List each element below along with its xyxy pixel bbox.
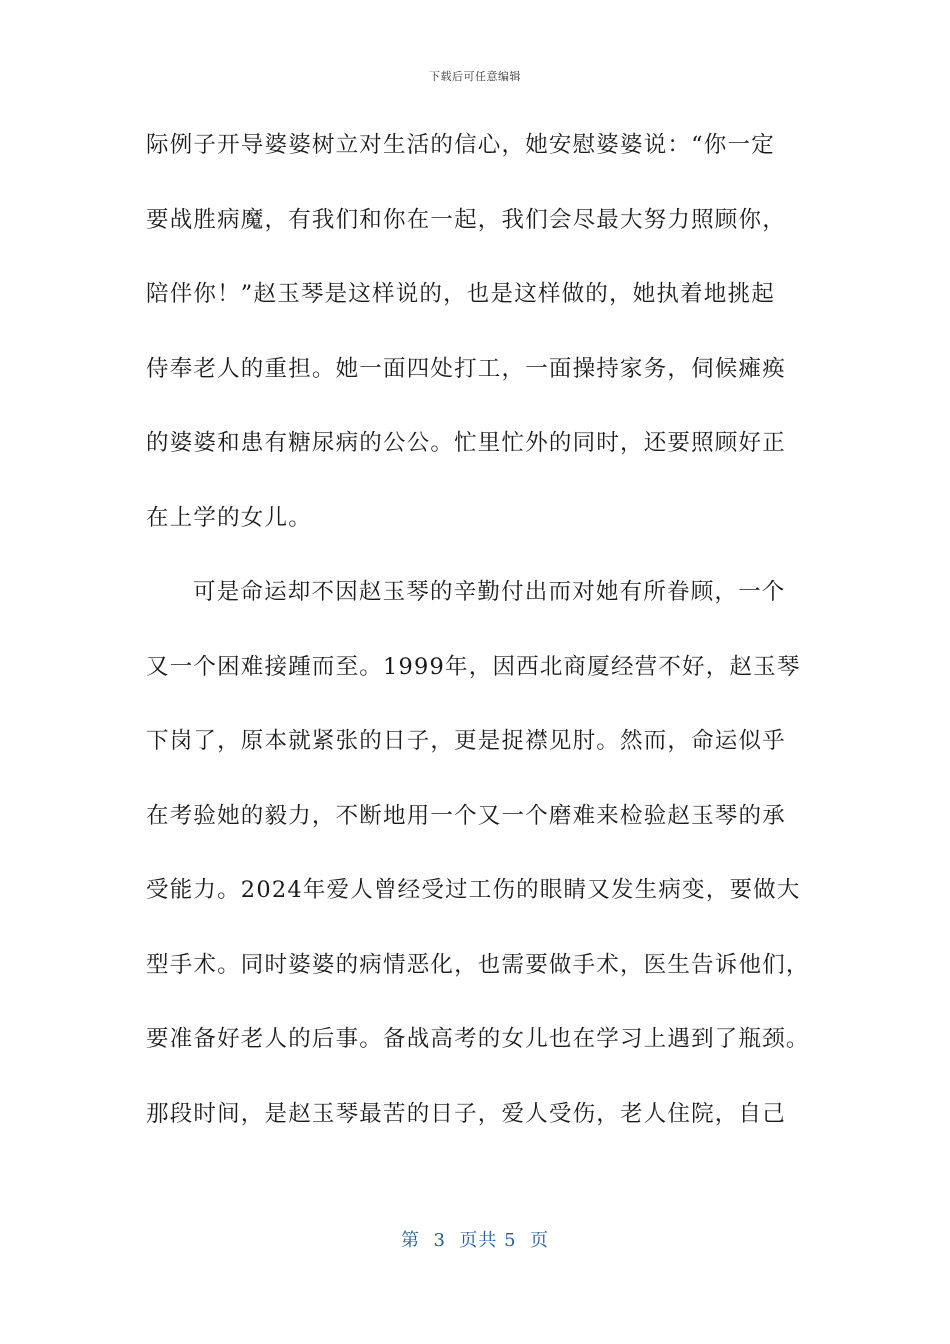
paragraph-start-line: 可是命运却不因赵玉琴的辛勤付出而对她有所眷顾，一个 bbox=[193, 579, 786, 605]
text-line-11: 受能力。2024年爱人曾经受过工伤的眼睛又发生病变，要做大 bbox=[146, 877, 801, 903]
text-line-4: 侍奉老人的重担。她一面四处打工，一面操持家务，伺候瘫痪 bbox=[146, 355, 786, 382]
text-line-6: 在上学的女儿。 bbox=[146, 504, 312, 531]
text-line-13: 要准备好老人的后事。备战高考的女儿也在学习上遇到了瓶颈。 bbox=[146, 1026, 810, 1052]
text-line-5: 的婆婆和患有糖尿病的公公。忙里忙外的同时，还要照顾好正 bbox=[146, 430, 786, 456]
text-line-3: 陪伴你！”赵玉琴是这样说的，也是这样做的，她执着地挑起 bbox=[146, 281, 775, 307]
text-line-14: 那段时间，是赵玉琴最苦的日子，爱人受伤，老人住院，自己 bbox=[146, 1100, 786, 1127]
document-body bbox=[146, 118, 816, 1161]
text-line-8: 又一个困难接踵而至。1999年，因西北商厦经营不好，赵玉琴 bbox=[146, 653, 801, 680]
text-line-1: 际例子开导婆婆树立对生活的信心，她安慰婆婆说：“你一定 bbox=[146, 132, 775, 158]
text-line-9: 下岗了，原本就紧张的日子，更是捉襟见肘。然而，命运似乎 bbox=[146, 728, 786, 754]
text-line-2: 要战胜病魔，有我们和你在一起，我们会尽最大努力照顾你， bbox=[146, 206, 786, 233]
text-line-12: 型手术。同时婆婆的病情恶化，也需要做手术，医生告诉他们， bbox=[146, 951, 810, 978]
page-header: 下载后可任意编辑 bbox=[429, 70, 521, 83]
page-number-footer: 第 3 页共 5 页 bbox=[401, 1230, 549, 1251]
text-line-10: 在考验她的毅力，不断地用一个又一个磨难来检验赵玉琴的承 bbox=[146, 802, 786, 829]
